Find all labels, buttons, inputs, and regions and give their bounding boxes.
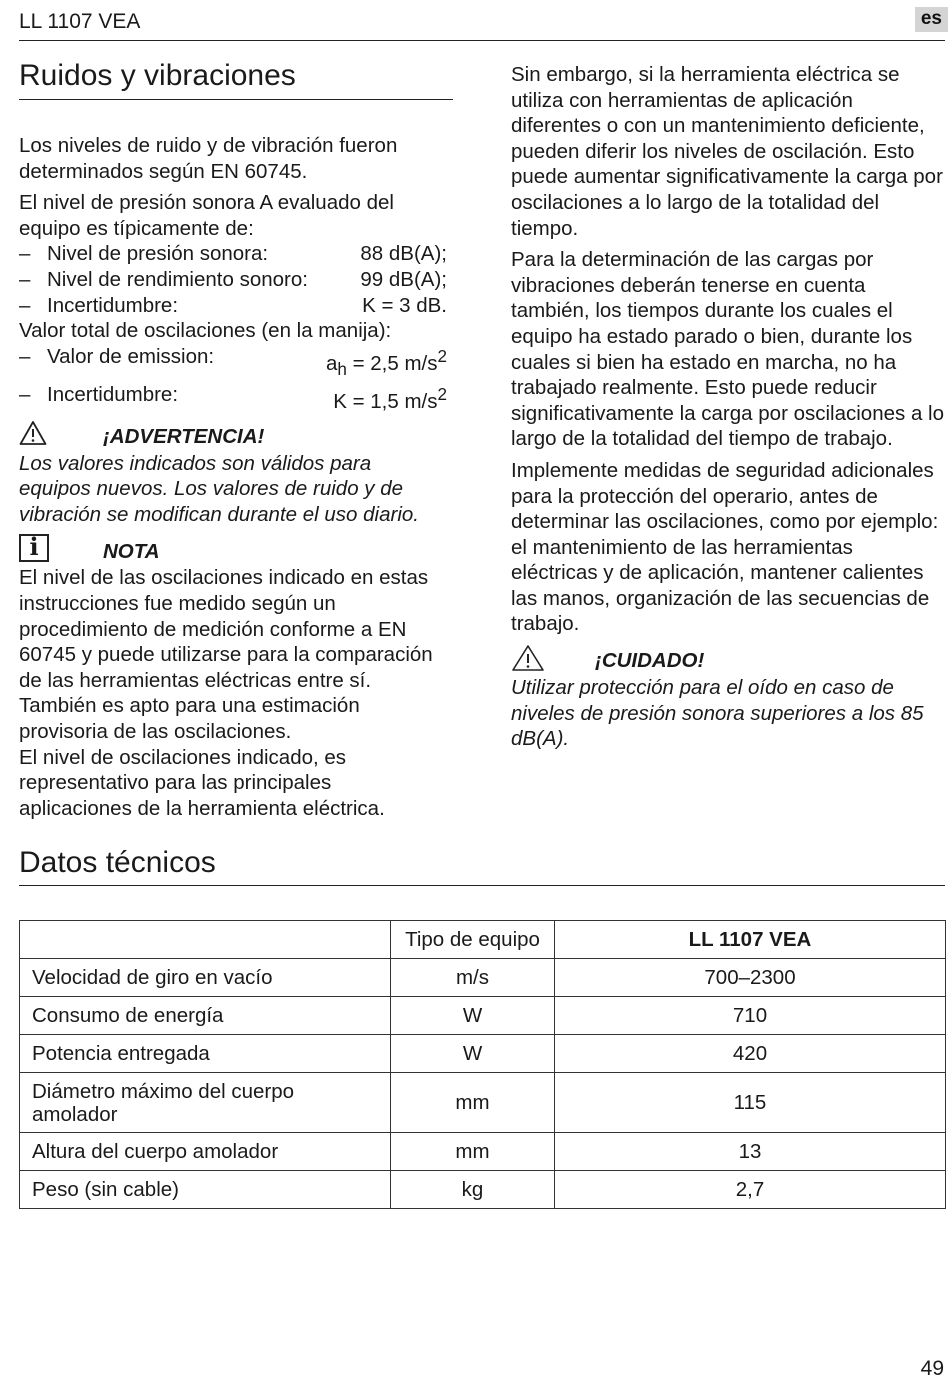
section-title-noise: Ruidos y vibraciones bbox=[19, 59, 296, 92]
sound-item bbox=[19, 293, 447, 319]
info-icon-letter: i bbox=[29, 532, 39, 562]
sound-item-label: Nivel de rendimiento sonoro: bbox=[47, 267, 308, 291]
intro-paragraph: Los niveles de ruido y de vibración fueron determinados según EN 60745. bbox=[19, 134, 398, 183]
sound-item-value: 88 dB(A); bbox=[360, 242, 447, 266]
body-paragraph: Implemente medidas de seguridad adicionales para la protección del operario, antes de determinar las oscilaciones, como por ejemplo: el mantenimiento de las herramientas eléctricas y de aplicación, mantener calientes las manos, organización de las secuencias de trabajo. bbox=[511, 458, 939, 636]
header-model: LL 1107 VEA bbox=[19, 10, 141, 33]
value-subscript: h bbox=[337, 359, 347, 379]
oscillation-item bbox=[19, 344, 447, 383]
sound-item-value: 99 dB(A); bbox=[360, 267, 447, 291]
caution-text: Utilizar protección para el oído en caso de niveles de presión sonora superiores a los 85 dB(A). bbox=[511, 676, 924, 751]
table-cell: kg bbox=[391, 1171, 555, 1209]
info-icon bbox=[19, 534, 49, 562]
sound-intro: El nivel de presión sonora A evaluado del equipo es típicamente de: bbox=[19, 191, 394, 240]
value-part: = 2,5 m/s bbox=[346, 351, 438, 375]
table-cell: W bbox=[391, 1035, 555, 1073]
sound-item-label: Incertidumbre: bbox=[47, 293, 179, 317]
oscillation-item-value bbox=[326, 344, 447, 383]
page-number: 49 bbox=[920, 1357, 944, 1380]
section-title-tech-data-divider bbox=[19, 885, 945, 886]
dash: – bbox=[19, 267, 31, 291]
table-cell: Consumo de energía bbox=[20, 997, 391, 1035]
caution-header bbox=[511, 647, 945, 675]
table-cell: mm bbox=[391, 1073, 555, 1133]
table-row bbox=[20, 1073, 946, 1133]
table-cell: 115 bbox=[555, 1073, 946, 1133]
value-part: a bbox=[326, 351, 338, 375]
tech-data-table bbox=[19, 920, 946, 1209]
table-row bbox=[20, 1171, 946, 1209]
caution-icon bbox=[511, 644, 595, 679]
warning-text: Los valores indicados son válidos para equipos nuevos. Los valores de ruido y de vibración se modifican durante el uso diario. bbox=[19, 451, 419, 526]
dash: – bbox=[19, 293, 31, 317]
sound-item-label: Nivel de presión sonora: bbox=[47, 242, 269, 266]
table-cell: W bbox=[391, 997, 555, 1035]
value-superscript: 2 bbox=[437, 385, 447, 405]
note-paragraph: El nivel de las oscilaciones indicado en estas instrucciones fue medido según un procedimiento de medición conforme a EN 60745 y puede utilizarse para la comparación de las herramientas eléctricas entre sí. bbox=[19, 566, 433, 692]
table-header-cell: Tipo de equipo bbox=[391, 921, 555, 959]
table-header-row bbox=[20, 921, 946, 959]
table-cell: mm bbox=[391, 1133, 555, 1171]
table-cell: 13 bbox=[555, 1133, 946, 1171]
table-cell: m/s bbox=[391, 959, 555, 997]
oscillation-item bbox=[19, 382, 447, 414]
note-header bbox=[19, 532, 447, 565]
table-cell: 2,7 bbox=[555, 1171, 946, 1209]
oscillation-intro: Valor total de oscilaciones (en la manija): bbox=[19, 319, 392, 343]
value-part: K = 1,5 m/s bbox=[333, 390, 438, 414]
sound-item bbox=[19, 267, 447, 293]
value-superscript: 2 bbox=[437, 346, 447, 366]
table-row bbox=[20, 1035, 946, 1073]
table-header-cell: LL 1107 VEA bbox=[555, 921, 946, 959]
table-cell: Peso (sin cable) bbox=[20, 1171, 391, 1209]
sound-item bbox=[19, 241, 447, 267]
right-column bbox=[511, 62, 945, 752]
warning-header bbox=[19, 423, 447, 451]
table-cell: Potencia entregada bbox=[20, 1035, 391, 1073]
body-paragraph: Para la determinación de las cargas por vibraciones deberán tenerse en cuenta también, los tiempos durante los cuales el equipo ha estado parado o bien, durante los cuales si bien ha estado en marcha, no ha trabajado realmente. Esto puede reducir significativamente la carga por oscilaciones a lo largo de la totalidad del tiempo de trabajo. bbox=[511, 248, 945, 451]
section-title-tech-data: Datos técnicos bbox=[19, 846, 216, 879]
table-cell: Velocidad de giro en vacío bbox=[20, 959, 391, 997]
body-paragraph: Sin embargo, si la herramienta eléctrica se utiliza con herramientas de aplicación diferentes o con un mantenimiento deficiente, pueden diferir los niveles de oscilación. Esto puede aumentar significativamente la carga por oscilaciones a lo largo de la totalidad del tiempo. bbox=[511, 63, 943, 240]
table-cell: 420 bbox=[555, 1035, 946, 1073]
table-cell: Altura del cuerpo amolador bbox=[20, 1133, 391, 1171]
dash: – bbox=[19, 344, 31, 368]
header-divider bbox=[19, 40, 945, 41]
oscillation-item-label: Valor de emission: bbox=[47, 344, 215, 368]
caution-title: ¡CUIDADO! bbox=[595, 649, 705, 673]
dash: – bbox=[19, 383, 31, 407]
note-title: NOTA bbox=[103, 539, 160, 563]
table-cell: 700–2300 bbox=[555, 959, 946, 997]
oscillation-item-value bbox=[333, 382, 447, 414]
section-title-noise-divider bbox=[19, 99, 453, 100]
info-icon-wrapper bbox=[19, 534, 103, 569]
table-cell: 710 bbox=[555, 997, 946, 1035]
oscillation-item-label: Incertidumbre: bbox=[47, 383, 179, 407]
dash: – bbox=[19, 242, 31, 266]
note-paragraph: El nivel de oscilaciones indicado, es representativo para las principales aplicaciones de la herramienta eléctrica. bbox=[19, 745, 385, 820]
table-row bbox=[20, 1133, 946, 1171]
left-column bbox=[19, 133, 447, 821]
table-row bbox=[20, 997, 946, 1035]
sound-item-value: K = 3 dB. bbox=[362, 293, 447, 317]
table-cell: Diámetro máximo del cuerpo amolador bbox=[20, 1073, 391, 1133]
warning-title: ¡ADVERTENCIA! bbox=[103, 424, 265, 448]
language-badge: es bbox=[915, 7, 948, 32]
note-paragraph: También es apto para una estimación provisoria de las oscilaciones. bbox=[19, 694, 360, 744]
table-header-cell bbox=[20, 921, 391, 959]
warning-icon bbox=[19, 420, 103, 453]
table-row bbox=[20, 959, 946, 997]
